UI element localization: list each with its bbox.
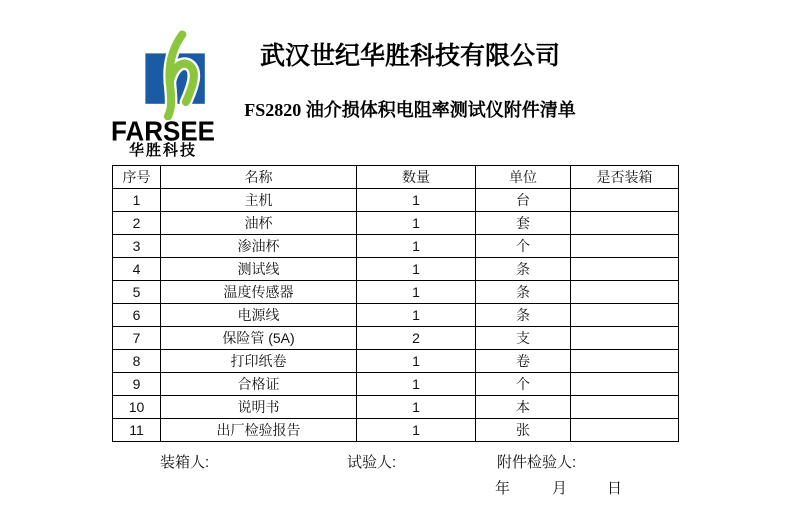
item-packed	[571, 373, 679, 396]
row-number: 1	[113, 189, 161, 212]
item-unit: 条	[476, 304, 571, 327]
item-qty: 1	[357, 281, 476, 304]
item-qty: 1	[357, 350, 476, 373]
row-number: 8	[113, 350, 161, 373]
tester-label: 试验人:	[347, 454, 397, 471]
item-packed	[571, 327, 679, 350]
row-number: 2	[113, 212, 161, 235]
item-name: 合格证	[161, 373, 357, 396]
item-qty: 1	[357, 304, 476, 327]
table-header-row	[113, 166, 679, 189]
brand-name-cn: 华胜科技	[128, 142, 197, 159]
item-unit: 个	[476, 235, 571, 258]
item-unit: 本	[476, 396, 571, 419]
item-packed	[571, 304, 679, 327]
item-packed	[571, 419, 679, 442]
brand-name-en: FARSEE	[110, 115, 216, 147]
header-unit: 单位	[476, 166, 571, 189]
item-name: 渗油杯	[161, 235, 357, 258]
inspector-label: 附件检验人:	[497, 454, 577, 471]
item-name: 油杯	[161, 212, 357, 235]
header-packed: 是否装箱	[571, 166, 679, 189]
table-row	[113, 350, 679, 373]
item-unit: 个	[476, 373, 571, 396]
table-row	[113, 212, 679, 235]
table-row	[113, 281, 679, 304]
row-number: 11	[113, 419, 161, 442]
item-packed	[571, 189, 679, 212]
header-qty: 数量	[357, 166, 476, 189]
table-row	[113, 304, 679, 327]
item-packed	[571, 212, 679, 235]
day-label: 日	[607, 480, 623, 497]
row-number: 3	[113, 235, 161, 258]
item-unit: 套	[476, 212, 571, 235]
table-row	[113, 396, 679, 419]
item-packed	[571, 235, 679, 258]
item-name: 出厂检验报告	[161, 419, 357, 442]
item-name: 温度传感器	[161, 281, 357, 304]
document-title: FS2820 油介损体积电阻率测试仪附件清单	[244, 100, 576, 120]
item-unit: 支	[476, 327, 571, 350]
document-header	[32, 42, 788, 121]
item-name: 说明书	[161, 396, 357, 419]
item-qty: 1	[357, 258, 476, 281]
row-number: 5	[113, 281, 161, 304]
item-name: 测试线	[161, 258, 357, 281]
table-row	[113, 258, 679, 281]
packer-label: 装箱人:	[160, 454, 210, 471]
row-number: 6	[113, 304, 161, 327]
item-name: 主机	[161, 189, 357, 212]
row-number: 10	[113, 396, 161, 419]
row-number: 4	[113, 258, 161, 281]
item-qty: 2	[357, 327, 476, 350]
item-packed	[571, 396, 679, 419]
accessory-table	[112, 165, 679, 442]
table-row	[113, 373, 679, 396]
table-row	[113, 235, 679, 258]
month-label: 月	[552, 480, 568, 497]
item-packed	[571, 258, 679, 281]
table-row	[113, 327, 679, 350]
item-unit: 条	[476, 281, 571, 304]
item-unit: 张	[476, 419, 571, 442]
item-name: 电源线	[161, 304, 357, 327]
company-name: 武汉世纪华胜科技有限公司	[259, 43, 560, 70]
table-row	[113, 189, 679, 212]
item-qty: 1	[357, 235, 476, 258]
item-qty: 1	[357, 396, 476, 419]
item-qty: 1	[357, 373, 476, 396]
item-unit: 卷	[476, 350, 571, 373]
table-row	[113, 419, 679, 442]
row-number: 7	[113, 327, 161, 350]
item-packed	[571, 350, 679, 373]
item-unit: 条	[476, 258, 571, 281]
item-name: 打印纸卷	[161, 350, 357, 373]
item-qty: 1	[357, 212, 476, 235]
year-label: 年	[495, 480, 511, 497]
item-qty: 1	[357, 419, 476, 442]
header-no: 序号	[113, 166, 161, 189]
item-qty: 1	[357, 189, 476, 212]
item-packed	[571, 281, 679, 304]
item-unit: 台	[476, 189, 571, 212]
row-number: 9	[113, 373, 161, 396]
header-name: 名称	[161, 166, 357, 189]
item-name: 保险管 (5A)	[161, 327, 357, 350]
